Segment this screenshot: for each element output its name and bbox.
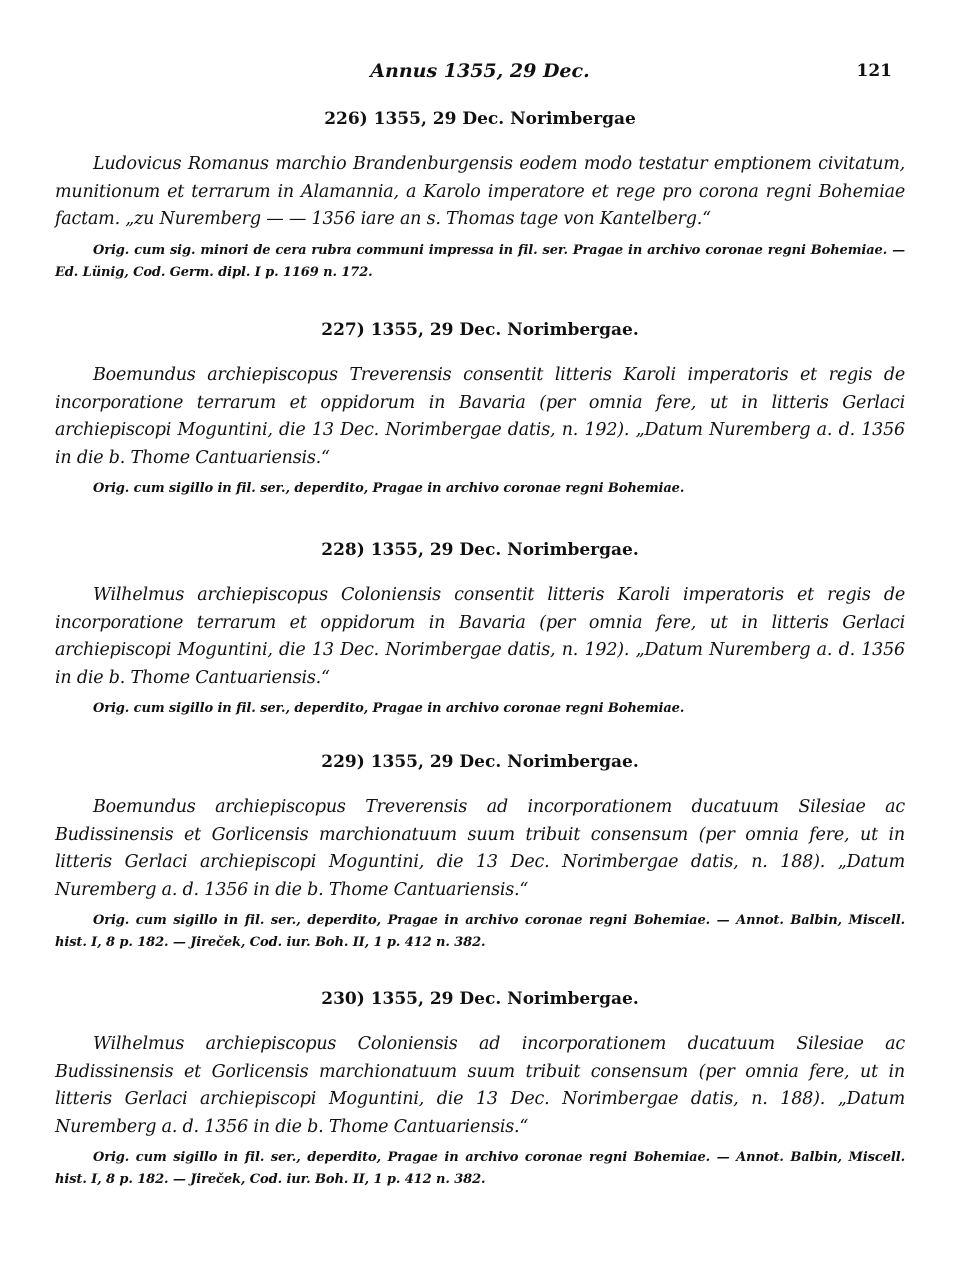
entry-date: 1355, 29 Dec. bbox=[373, 109, 505, 129]
entry-date: 1355, 29 Dec. bbox=[370, 540, 502, 560]
entry-text: Wilhelmus archiepiscopus Coloniensis ad incorporationem ducatuum Silesiae ac Budissinensis et Gorlicensis marchionatuum suum tribuit consensum (per omnia fere, ut in litteris Gerlaci archiepiscopi Moguntini, die 13 Dec. Norimbergae datis, n. 188). „Datum Nuremberg a. d. 1356 in die b. Thome Cantuariensis.“ bbox=[55, 1034, 905, 1137]
entry-date: 1355, 29 Dec. bbox=[370, 752, 502, 772]
entry-place: Norimbergae. bbox=[507, 320, 639, 340]
entry-place: Norimbergae. bbox=[507, 540, 639, 560]
entry-source-note: Orig. cum sigillo in fil. ser., deperdito, Pragae in archivo coronae regni Bohemiae. — Annot. Balbin, Miscell. hist. I, 8 p. 182. — Jireček, Cod. iur. Boh. II, 1 p. 412 n. 382. bbox=[55, 1150, 905, 1187]
entry-number: 227) bbox=[321, 320, 365, 340]
entry-text: Boemundus archiepiscopus Treverensis ad incorporationem ducatuum Silesiae ac Budissinensis et Gorlicensis marchionatuum suum tribuit consensum (per omnia fere, ut in litteris Gerlaci archiepiscopi Moguntini, die 13 Dec. Norimbergae datis, n. 188). „Datum Nuremberg a. d. 1356 in die b. Thome Cantuariensis.“ bbox=[55, 797, 905, 900]
entry-place: Norimbergae bbox=[510, 109, 636, 129]
entry-number: 229) bbox=[321, 752, 365, 772]
running-head bbox=[0, 58, 960, 88]
entry-229 bbox=[55, 750, 905, 954]
entry-place: Norimbergae. bbox=[507, 752, 639, 772]
entry-230 bbox=[55, 987, 905, 1191]
entry-text: Wilhelmus archiepiscopus Coloniensis consentit litteris Karoli imperatoris et regis de incorporatione terrarum et oppidorum in Bavaria (per omnia fere, ut in litteris Gerlaci archiepiscopi Moguntini, die 13 Dec. Norimbergae datis, n. 192). „Datum Nuremberg a. d. 1356 in die b. Thome Cantuariensis.“ bbox=[55, 585, 905, 688]
entry-place: Norimbergae. bbox=[507, 989, 639, 1009]
entry-source-note: Orig. cum sigillo in fil. ser., deperdito, Pragae in archivo coronae regni Bohemiae. bbox=[93, 701, 685, 716]
entry-text: Boemundus archiepiscopus Treverensis consentit litteris Karoli imperatoris et regis de incorporatione terrarum et oppidorum in Bavaria (per omnia fere, ut in litteris Gerlaci archiepiscopi Moguntini, die 13 Dec. Norimbergae datis, n. 192). „Datum Nuremberg a. d. 1356 in die b. Thome Cantuariensis.“ bbox=[55, 365, 905, 468]
entry-heading bbox=[55, 987, 905, 1011]
entry-226 bbox=[55, 107, 905, 284]
entry-number: 226) bbox=[324, 109, 368, 129]
entry-number: 230) bbox=[321, 989, 365, 1009]
entry-227 bbox=[55, 318, 905, 500]
entry-heading bbox=[55, 538, 905, 562]
entry-text: Ludovicus Romanus marchio Brandenburgensis eodem modo testatur emptionem civitatum, munitionum et terrarum in Alamannia, a Karolo imperatore et rege pro corona regni Bohemiae factam. „zu Nuremberg — — 1356 iare an s. Thomas tage von Kantelberg.“ bbox=[55, 154, 905, 229]
entry-number: 228) bbox=[321, 540, 365, 560]
entry-source-note: Orig. cum sigillo in fil. ser., deperdito, Pragae in archivo coronae regni Bohemiae. bbox=[93, 481, 685, 496]
entry-heading bbox=[55, 107, 905, 131]
entry-date: 1355, 29 Dec. bbox=[370, 320, 502, 340]
page-number: 121 bbox=[856, 61, 892, 81]
entry-heading bbox=[55, 318, 905, 342]
entry-heading bbox=[55, 750, 905, 774]
entry-source-note: Orig. cum sigillo in fil. ser., deperdito, Pragae in archivo coronae regni Bohemiae. — Annot. Balbin, Miscell. hist. I, 8 p. 182. — Jireček, Cod. iur. Boh. II, 1 p. 412 n. 382. bbox=[55, 913, 905, 950]
entry-date: 1355, 29 Dec. bbox=[370, 989, 502, 1009]
running-title: Annus 1355, 29 Dec. bbox=[370, 60, 590, 82]
entry-source-note: Orig. cum sig. minori de cera rubra communi impressa in fil. ser. Pragae in archivo coronae regni Bohemiae. — Ed. Lünig, Cod. Germ. dipl. I p. 1169 n. 172. bbox=[55, 242, 905, 280]
entry-228 bbox=[55, 538, 905, 720]
